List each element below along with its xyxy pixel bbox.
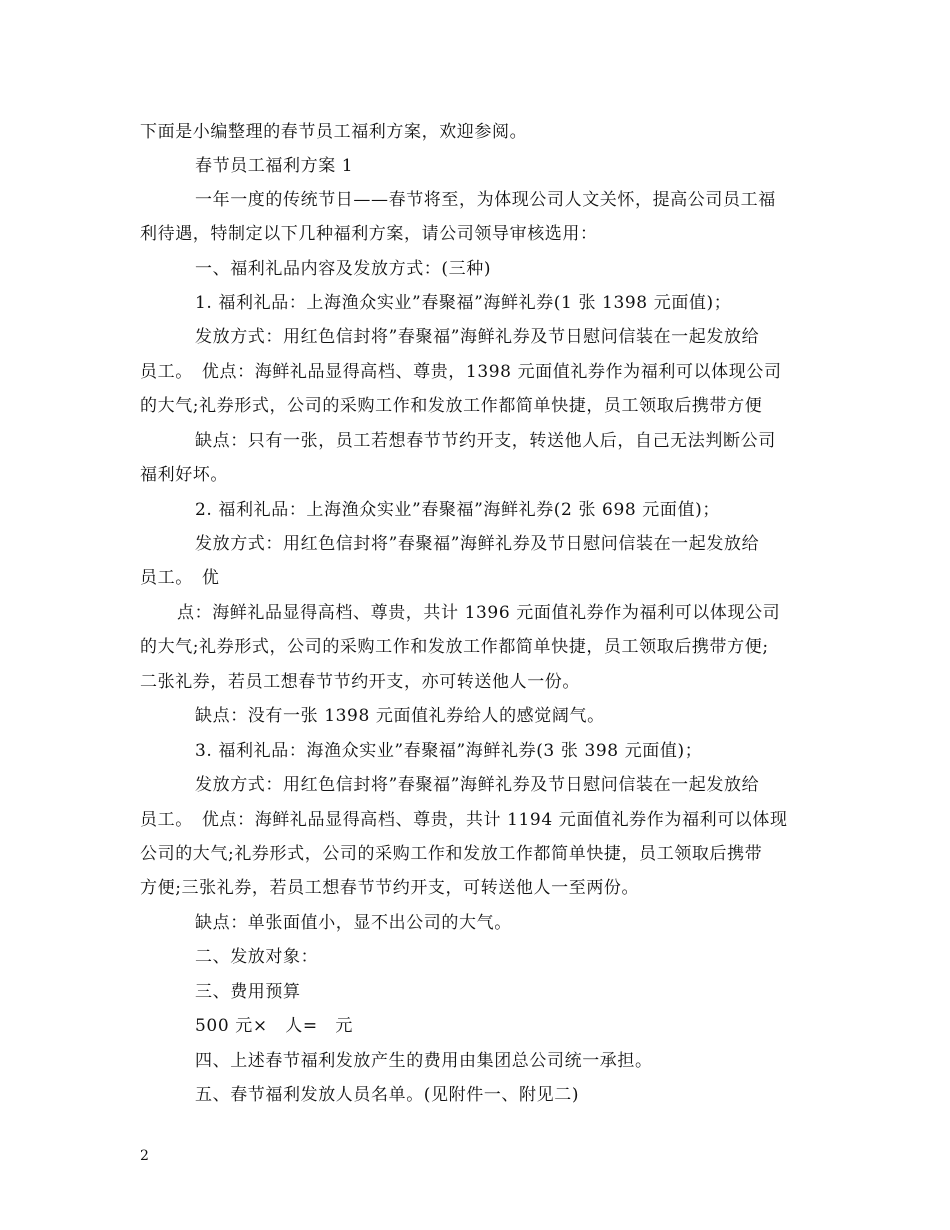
paragraph-line: 的大气;礼券形式，公司的采购工作和发放工作都简单快捷，员工领取后携带方便: [140, 396, 763, 416]
heading-line: 四、上述春节福利发放产生的费用由集团总公司统一承担。: [195, 1051, 653, 1071]
heading-line: 一、福利礼品内容及发放方式：(三种): [195, 259, 492, 279]
paragraph-line: 缺点：没有一张 1398 元面值礼券给人的感觉阔气。: [195, 706, 605, 726]
paragraph-line: 缺点：只有一张，员工若想春节节约开支，转送他人后，自己无法判断公司: [195, 431, 776, 451]
paragraph-line: 员工。 优点：海鲜礼品显得高档、尊贵，1398 元面值礼券作为福利可以体现公司: [140, 362, 782, 382]
heading-line: 五、春节福利发放人员名单。(见附件一、附见二): [195, 1085, 580, 1105]
paragraph-line: 利待遇，特制定以下几种福利方案，请公司领导审核选用：: [140, 224, 598, 244]
paragraph-line: 二张礼券，若员工想春节节约开支，亦可转送他人一份。: [140, 672, 580, 692]
heading-line: 三、费用预算: [195, 982, 301, 1002]
paragraph-line: 员工。 优点：海鲜礼品显得高档、尊贵，共计 1194 元面值礼券作为福利可以体现: [140, 810, 788, 830]
paragraph-line: 方便;三张礼券，若员工想春节节约开支，可转送他人一至两份。: [140, 878, 640, 898]
budget-line: 500 元× 人= 元: [195, 1016, 353, 1036]
intro-line: 下面是小编整理的春节员工福利方案，欢迎参阅。: [140, 122, 528, 142]
paragraph-line: 缺点：单张面值小，显不出公司的大气。: [195, 913, 512, 933]
paragraph-line: 员工。 优: [140, 568, 220, 588]
paragraph-line: 的大气;礼券形式，公司的采购工作和发放工作都简单快捷，员工领取后携带方便;: [140, 637, 769, 657]
paragraph-line: 公司的大气;礼券形式，公司的采购工作和发放工作都简单快捷，员工领取后携带: [140, 844, 763, 864]
section-title: 春节员工福利方案 1: [195, 156, 354, 176]
paragraph-line: 一年一度的传统节日——春节将至，为体现公司人文关怀，提高公司员工福: [195, 190, 776, 210]
paragraph-line: 发放方式：用红色信封将”春聚福”海鲜礼券及节日慰问信装在一起发放给: [195, 534, 760, 554]
paragraph-line: 发放方式：用红色信封将”春聚福”海鲜礼券及节日慰问信装在一起发放给: [195, 327, 760, 347]
list-item: 1. 福利礼品：上海渔众实业”春聚福”海鲜礼券(1 张 1398 元面值)；: [195, 293, 732, 313]
page-number: 2: [140, 1148, 149, 1164]
paragraph-line: 点：海鲜礼品显得高档、尊贵，共计 1396 元面值礼券作为福利可以体现公司: [177, 603, 781, 623]
paragraph-line: 发放方式：用红色信封将”春聚福”海鲜礼券及节日慰问信装在一起发放给: [195, 775, 760, 795]
heading-line: 二、发放对象：: [195, 947, 319, 967]
list-item: 3. 福利礼品：海渔众实业”春聚福”海鲜礼券(3 张 398 元面值)；: [195, 741, 703, 761]
paragraph-line: 福利好坏。: [140, 465, 228, 485]
list-item: 2. 福利礼品：上海渔众实业”春聚福”海鲜礼券(2 张 698 元面值)；: [195, 500, 720, 520]
